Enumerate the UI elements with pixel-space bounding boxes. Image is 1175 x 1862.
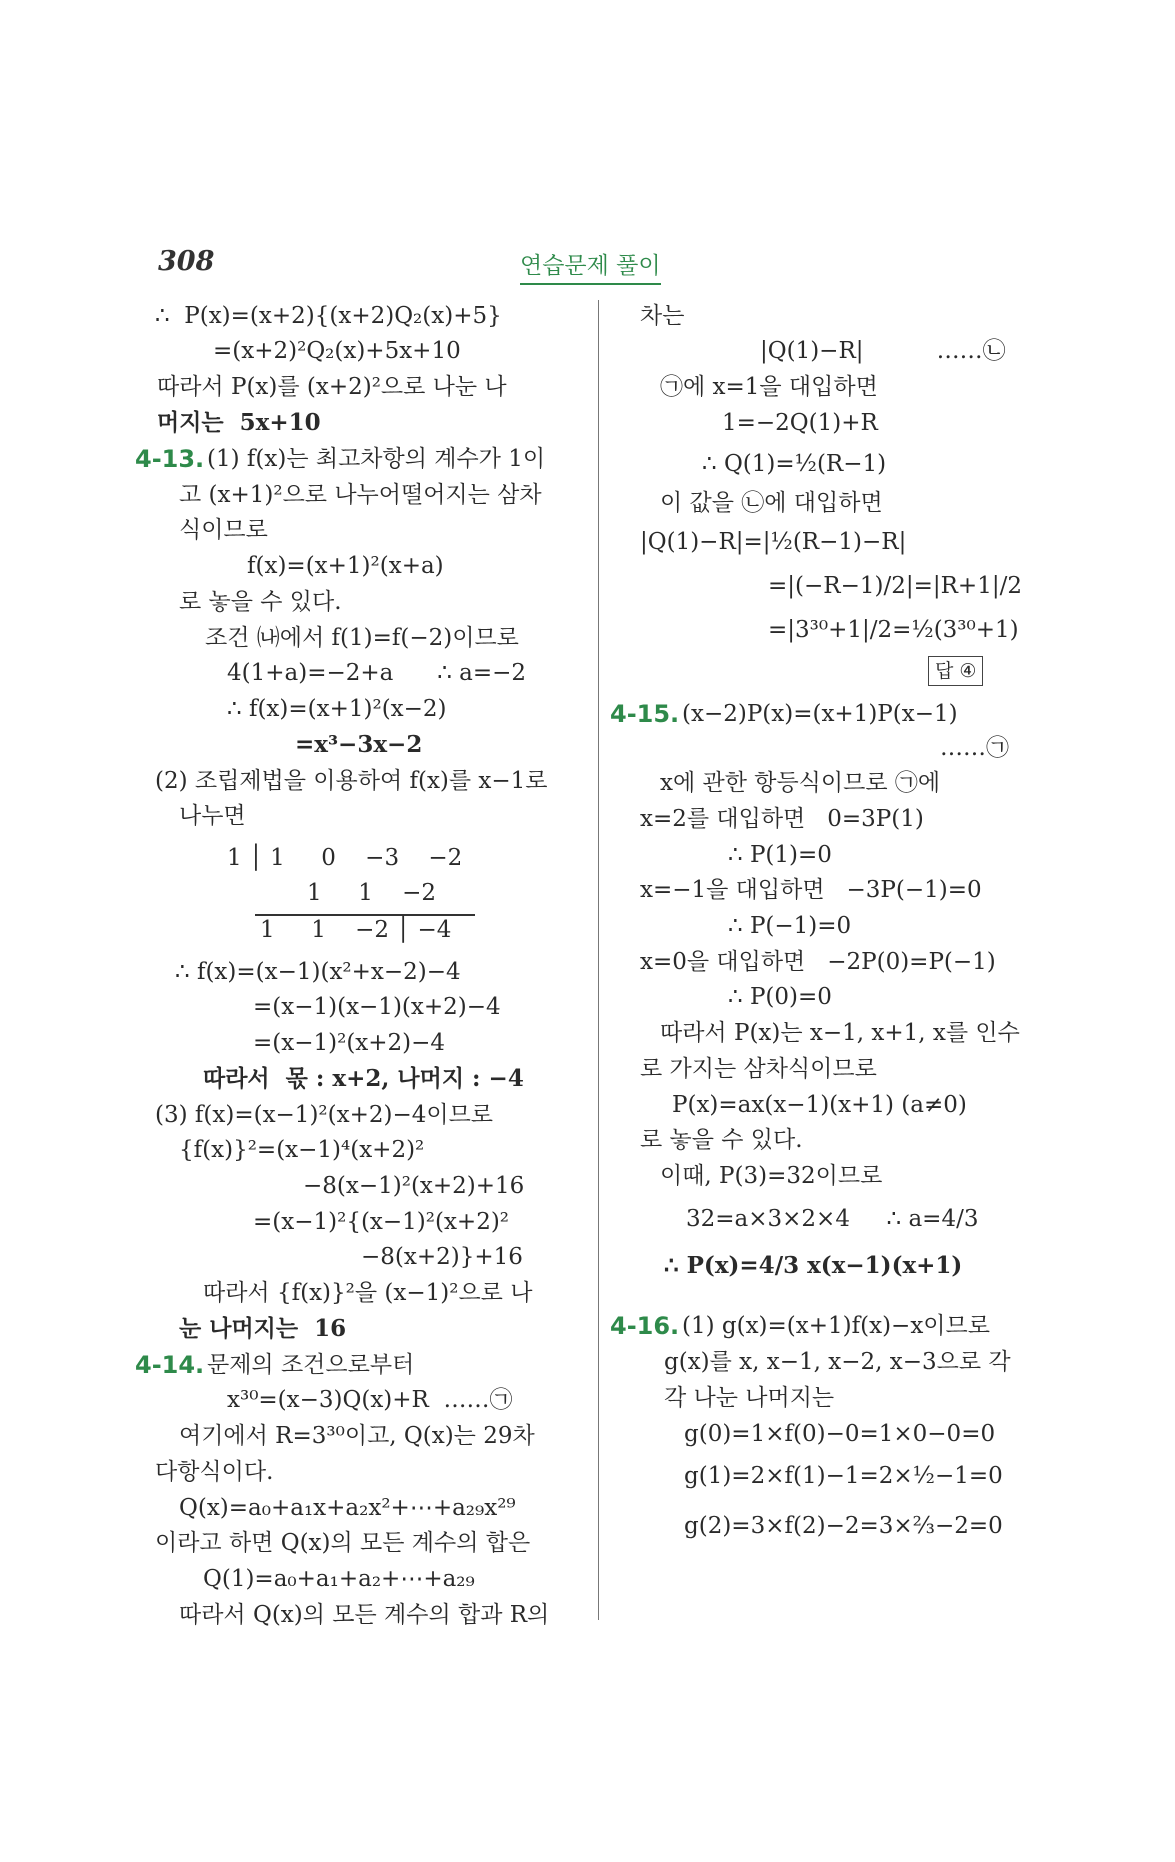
text-line: |Q(1)−R| ……㉡ (760, 338, 1006, 364)
problem-number: 4-15. (610, 700, 680, 728)
text-line: (3) f(x)=(x−1)²(x+2)−4이므로 (155, 1102, 494, 1128)
text-line: 고 (x+1)²으로 나누어떨어지는 삼차 (179, 482, 542, 508)
problem-number: 4-14. (135, 1351, 205, 1379)
text-line: ∴ P(1)=0 (728, 842, 832, 868)
text-line: 여기에서 R=3³⁰이고, Q(x)는 29차 (179, 1423, 535, 1449)
text-line: Q(x)=a₀+a₁x+a₂x²+⋯+a₂₉x²⁹ (179, 1495, 516, 1521)
text-line: 로 가지는 삼차식이므로 (640, 1056, 877, 1082)
text-line: x=0을 대입하면 −2P(0)=P(−1) (640, 949, 996, 975)
text-line: 이 값을 ㉡에 대입하면 (660, 490, 883, 516)
text-line: ∴ f(x)=(x−1)(x²+x−2)−4 (175, 959, 461, 985)
text-line: (1) f(x)는 최고차항의 계수가 1이 (207, 446, 546, 472)
synthetic-division-row: 1 1 −2 │ −4 (260, 917, 452, 943)
answer-box: 답 ④ (928, 656, 983, 686)
text-line: 문제의 조건으로부터 (207, 1352, 415, 1378)
text-line: 로 놓을 수 있다. (640, 1127, 803, 1153)
text-line: (x−2)P(x)=(x+1)P(x−1) (682, 701, 958, 727)
text-line: −8(x+2)}+16 (361, 1244, 523, 1270)
text-line: 1=−2Q(1)+R (722, 410, 878, 436)
problem-number: 4-13. (135, 445, 205, 473)
text-line: =(x−1)²(x+2)−4 (253, 1030, 446, 1056)
text-line: 조건 ㈏에서 f(1)=f(−2)이므로 (205, 625, 519, 651)
text-line: x=−1을 대입하면 −3P(−1)=0 (640, 877, 982, 903)
text-line: 따라서 P(x)는 x−1, x+1, x를 인수 (660, 1020, 1020, 1046)
text-line: g(1)=2×f(1)−1=2×½−1=0 (684, 1463, 1003, 1489)
text-line: ∴ Q(1)=½(R−1) (702, 451, 887, 477)
text-line: 다항식이다. (155, 1459, 274, 1485)
page-number: 308 (158, 246, 215, 277)
text-line: |Q(1)−R|=|½(R−1)−R| (640, 529, 907, 555)
text-line: 이라고 하면 Q(x)의 모든 계수의 합은 (155, 1530, 531, 1556)
answer-line: 머지는 5x+10 (157, 409, 321, 436)
page-title: 연습문제 풀이 (520, 247, 661, 285)
text-line: 이때, P(3)=32이므로 (660, 1163, 883, 1189)
text-line: g(x)를 x, x−1, x−2, x−3으로 각 (664, 1349, 1011, 1375)
text-line: =|(−R−1)/2|=|R+1|/2 (768, 573, 1022, 599)
text-line: Q(1)=a₀+a₁+a₂+⋯+a₂₉ (203, 1566, 475, 1592)
text-line: 따라서 Q(x)의 모든 계수의 합과 R의 (179, 1602, 550, 1628)
text-line: =(x+2)²Q₂(x)+5x+10 (213, 338, 461, 364)
text-line: (1) g(x)=(x+1)f(x)−x이므로 (682, 1313, 990, 1339)
answer-line: =x³−3x−2 (295, 731, 423, 758)
text-line: g(2)=3×f(2)−2=3×⅔−2=0 (684, 1513, 1003, 1539)
text-line: x=2를 대입하면 0=3P(1) (640, 806, 924, 832)
text-line: f(x)=(x+1)²(x+a) (247, 553, 444, 579)
text-line: =|3³⁰+1|/2=½(3³⁰+1) (768, 617, 1019, 643)
text-line: ∴ P(x)=(x+2){(x+2)Q₂(x)+5} (155, 303, 502, 329)
text-line: ∴ P(0)=0 (728, 984, 832, 1010)
synthetic-division-row: 1 1 −2 (307, 880, 436, 906)
text-line: 로 놓을 수 있다. (179, 589, 342, 615)
text-line: g(0)=1×f(0)−0=1×0−0=0 (684, 1421, 996, 1447)
text-line: 식이므로 (179, 517, 268, 543)
text-line: 나누면 (179, 803, 246, 829)
text-line: =(x−1)²{(x−1)²(x+2)² (253, 1209, 510, 1235)
text-line: ∴ P(−1)=0 (728, 913, 852, 939)
text-line: (2) 조립제법을 이용하여 f(x)를 x−1로 (155, 768, 548, 794)
text-line: 32=a×3×2×4 ∴ a=4/3 (686, 1206, 979, 1232)
text-line: x에 관한 항등식이므로 ㉠에 (660, 770, 941, 796)
answer-line: 눈 나머지는 16 (179, 1315, 347, 1342)
text-line: 차는 (640, 303, 685, 329)
answer-line: 따라서 몫 : x+2, 나머지 : −4 (203, 1065, 524, 1092)
synthetic-division-row: 1 │ 1 0 −3 −2 (227, 845, 463, 871)
text-line: 따라서 {f(x)}²을 (x−1)²으로 나 (203, 1280, 533, 1306)
text-line: 따라서 P(x)를 (x+2)²으로 나눈 나 (157, 374, 507, 400)
problem-number: 4-16. (610, 1312, 680, 1340)
answer-line: ∴ P(x)=4/3 x(x−1)(x+1) (664, 1252, 963, 1279)
column-divider (598, 300, 599, 1620)
text-line: −8(x−1)²(x+2)+16 (303, 1173, 525, 1199)
text-line: ∴ f(x)=(x+1)²(x−2) (227, 696, 447, 722)
text-line: {f(x)}²=(x−1)⁴(x+2)² (179, 1137, 425, 1163)
text-line: 각 나눈 나머지는 (664, 1385, 835, 1411)
text-line: P(x)=ax(x−1)(x+1) (a≠0) (672, 1092, 967, 1118)
text-line: x³⁰=(x−3)Q(x)+R ……㉠ (227, 1387, 513, 1413)
text-line: ㉠에 x=1을 대입하면 (660, 374, 878, 400)
text-line: =(x−1)(x−1)(x+2)−4 (253, 994, 501, 1020)
text-line: ……㉠ (940, 735, 1009, 761)
text-line: 4(1+a)=−2+a ∴ a=−2 (227, 660, 527, 686)
